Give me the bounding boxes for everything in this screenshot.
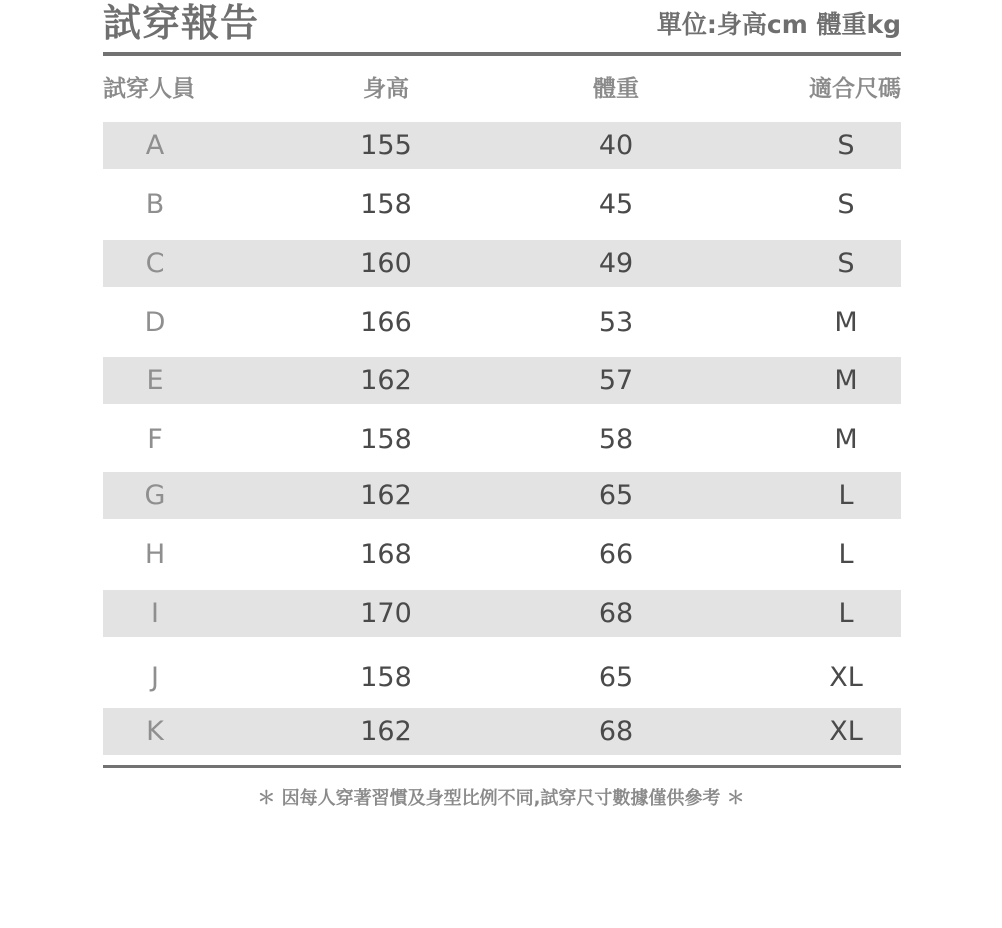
cell-person: A bbox=[145, 130, 165, 161]
cell-weight: 66 bbox=[598, 539, 634, 570]
table-row bbox=[103, 590, 901, 637]
cell-height: 158 bbox=[360, 424, 412, 455]
report-header bbox=[103, 0, 901, 52]
table-row bbox=[103, 240, 901, 287]
table-row bbox=[103, 299, 901, 346]
cell-weight: 68 bbox=[598, 716, 634, 747]
table-row bbox=[103, 531, 901, 578]
cell-size: S bbox=[837, 248, 855, 279]
cell-size: XL bbox=[829, 662, 863, 693]
unit-note: 單位:身高cm 體重kg bbox=[656, 10, 901, 39]
footnote: ＊ 因每人穿著習慣及身型比例不同,試穿尺寸數據僅供參考 ＊ bbox=[257, 788, 745, 809]
cell-weight: 65 bbox=[598, 662, 634, 693]
cell-size: S bbox=[837, 130, 855, 161]
cell-person: F bbox=[147, 424, 163, 455]
column-header-weight: 體重 bbox=[593, 76, 639, 102]
cell-person: D bbox=[144, 307, 166, 338]
cell-height: 162 bbox=[360, 365, 412, 396]
cell-weight: 57 bbox=[598, 365, 634, 396]
cell-weight: 45 bbox=[598, 189, 634, 220]
cell-height: 170 bbox=[360, 598, 412, 629]
cell-height: 158 bbox=[360, 662, 412, 693]
cell-person: I bbox=[151, 598, 159, 629]
cell-size: L bbox=[838, 598, 854, 629]
cell-height: 160 bbox=[360, 248, 412, 279]
cell-height: 162 bbox=[360, 480, 412, 511]
page-title: 試穿報告 bbox=[103, 1, 260, 45]
table-row bbox=[103, 181, 901, 228]
cell-weight: 58 bbox=[598, 424, 634, 455]
cell-person: C bbox=[145, 248, 165, 279]
cell-person: G bbox=[144, 480, 166, 511]
bottom-divider bbox=[103, 765, 901, 768]
column-header-size: 適合尺碼 bbox=[809, 76, 901, 102]
cell-size: M bbox=[834, 307, 858, 338]
cell-weight: 68 bbox=[598, 598, 634, 629]
cell-height: 168 bbox=[360, 539, 412, 570]
cell-size: L bbox=[838, 480, 854, 511]
cell-person: H bbox=[144, 539, 166, 570]
cell-person: E bbox=[146, 365, 164, 396]
cell-weight: 65 bbox=[598, 480, 634, 511]
column-header-height: 身高 bbox=[363, 76, 409, 102]
cell-weight: 40 bbox=[598, 130, 634, 161]
table-row bbox=[103, 472, 901, 519]
table-row bbox=[103, 708, 901, 755]
cell-person: K bbox=[146, 716, 164, 747]
cell-size: L bbox=[838, 539, 854, 570]
cell-weight: 53 bbox=[598, 307, 634, 338]
table-row bbox=[103, 357, 901, 404]
cell-height: 158 bbox=[360, 189, 412, 220]
table-row bbox=[103, 654, 901, 701]
cell-size: M bbox=[834, 424, 858, 455]
cell-size: S bbox=[837, 189, 855, 220]
cell-size: XL bbox=[829, 716, 863, 747]
cell-person: J bbox=[151, 662, 159, 693]
cell-height: 166 bbox=[360, 307, 412, 338]
cell-height: 162 bbox=[360, 716, 412, 747]
cell-weight: 49 bbox=[598, 248, 634, 279]
cell-height: 155 bbox=[360, 130, 412, 161]
table-row bbox=[103, 122, 901, 169]
top-divider bbox=[103, 52, 901, 56]
column-header-person: 試穿人員 bbox=[103, 76, 195, 102]
table-row bbox=[103, 416, 901, 463]
cell-person: B bbox=[145, 189, 165, 220]
cell-size: M bbox=[834, 365, 858, 396]
